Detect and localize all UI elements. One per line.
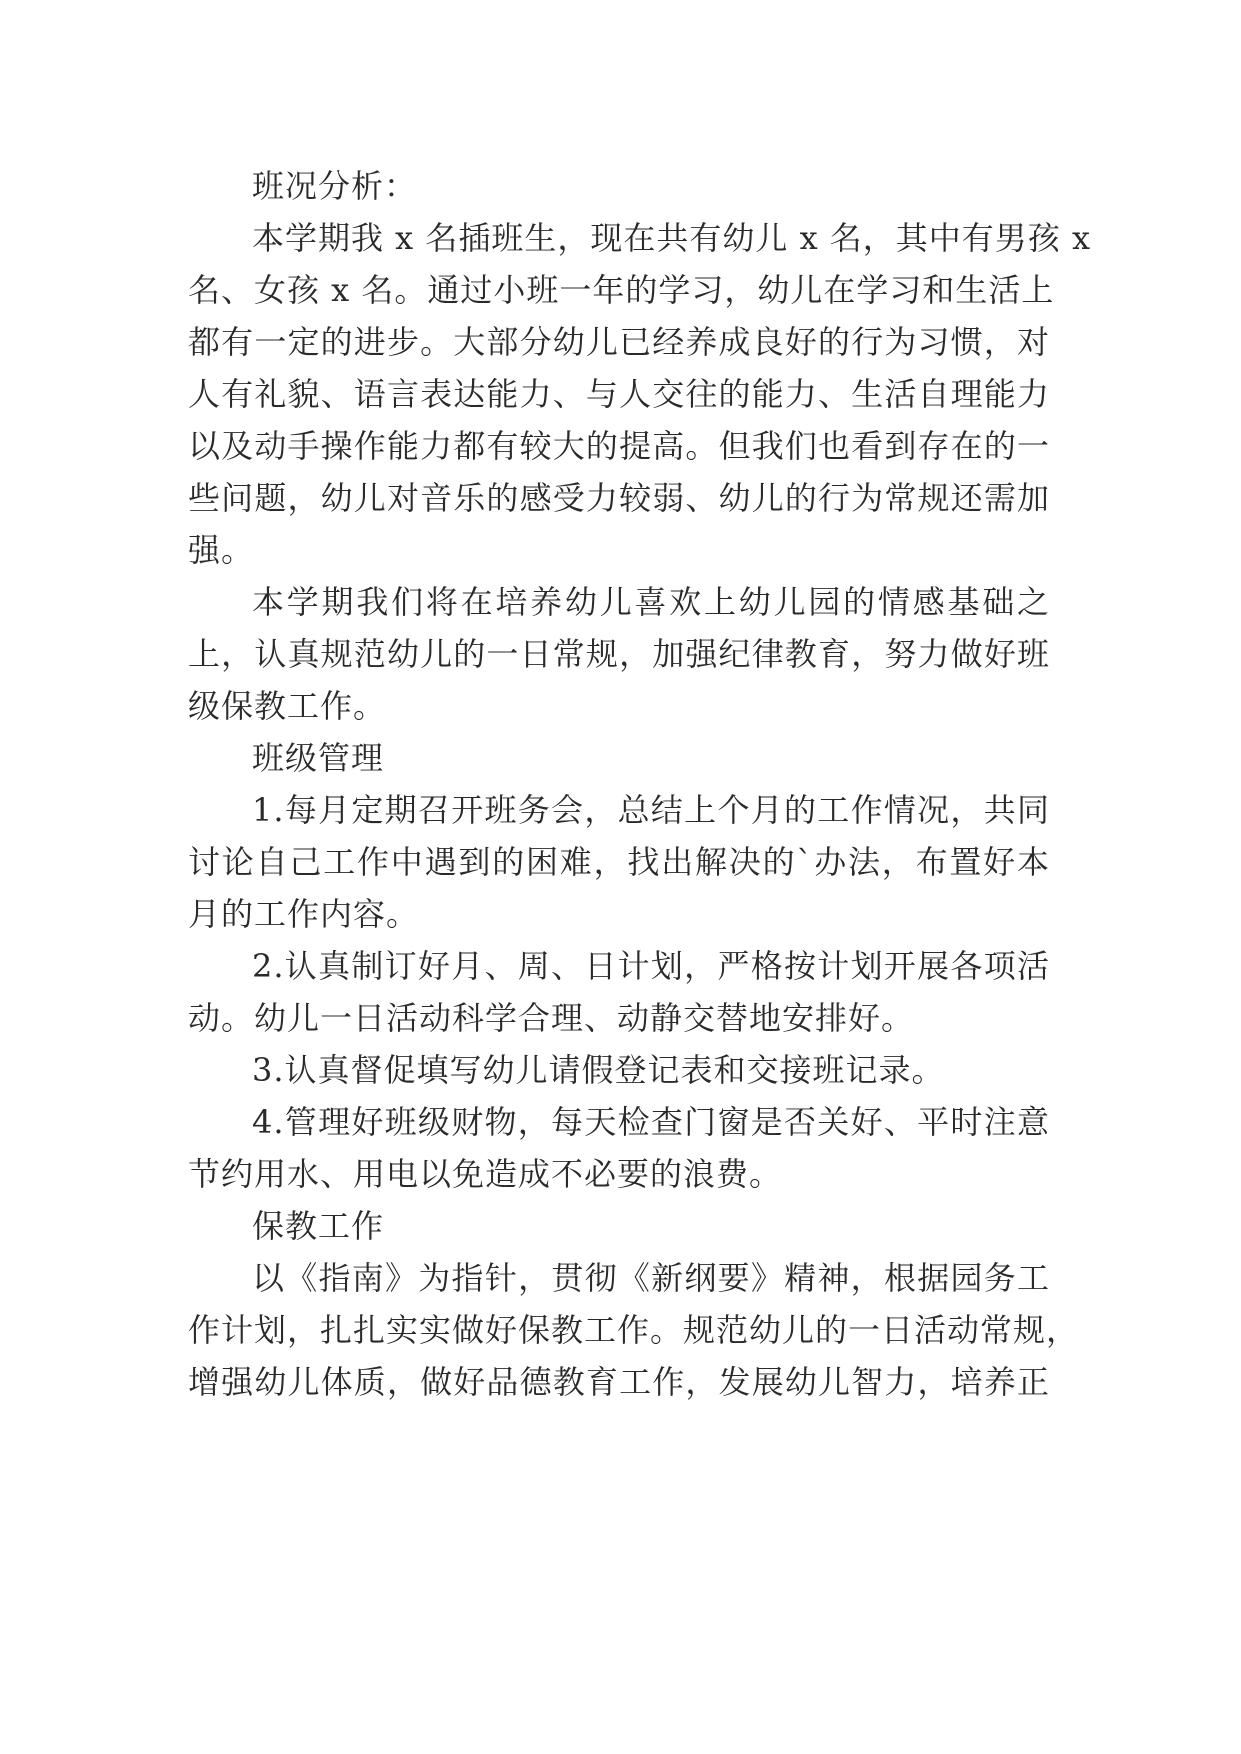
paragraph-line: 都有一定的进步。大部分幼儿已经养成良好的行为习惯，对 <box>188 323 1050 361</box>
paragraph-line: 本学期我 x 名插班生，现在共有幼儿 x 名，其中有男孩 x <box>252 219 1092 257</box>
list-item-line: 4.管理好班级财物，每天检查门窗是否关好、平时注意 <box>252 1103 1050 1141</box>
section-heading-class-analysis: 班况分析： <box>252 167 418 205</box>
list-item-line: 节约用水、用电以免造成不必要的浪费。 <box>188 1155 783 1193</box>
paragraph-line: 增强幼儿体质，做好品德教育工作，发展幼儿智力，培养正 <box>188 1363 1050 1401</box>
paragraph-line: 以《指南》为指针，贯彻《新纲要》精神，根据园务工 <box>252 1259 1050 1297</box>
paragraph-line: 人有礼貌、语言表达能力、与人交往的能力、生活自理能力 <box>188 375 1050 413</box>
section-heading-care-education: 保教工作 <box>252 1207 385 1245</box>
paragraph-line: 本学期我们将在培养幼儿喜欢上幼儿园的情感基础之 <box>252 583 1050 621</box>
list-item-line: 3.认真督促填写幼儿请假登记表和交接班记录。 <box>252 1051 945 1089</box>
list-item-line: 1.每月定期召开班务会，总结上个月的工作情况，共同 <box>252 791 1050 829</box>
list-item-line: 月的工作内容。 <box>188 895 420 933</box>
list-item-line: 2.认真制订好月、周、日计划，严格按计划开展各项活 <box>252 947 1050 985</box>
paragraph-line: 作计划，扎扎实实做好保教工作。规范幼儿的一日活动常规， <box>188 1311 1080 1349</box>
paragraph-line: 强。 <box>188 531 255 569</box>
list-item-line: 动。幼儿一日活动科学合理、动静交替地安排好。 <box>188 999 915 1037</box>
paragraph-line: 级保教工作。 <box>188 687 387 725</box>
paragraph-line: 以及动手操作能力都有较大的提高。但我们也看到存在的一 <box>188 427 1050 465</box>
section-heading-class-management: 班级管理 <box>252 739 385 777</box>
paragraph-line: 上，认真规范幼儿的一日常规，加强纪律教育，努力做好班 <box>188 635 1050 673</box>
paragraph-line: 名、女孩 x 名。通过小班一年的学习，幼儿在学习和生活上 <box>188 271 1055 309</box>
paragraph-line: 些问题，幼儿对音乐的感受力较弱、幼儿的行为常规还需加 <box>188 479 1050 517</box>
list-item-line: 讨论自己工作中遇到的困难，找出解决的`办法，布置好本 <box>188 843 1050 881</box>
